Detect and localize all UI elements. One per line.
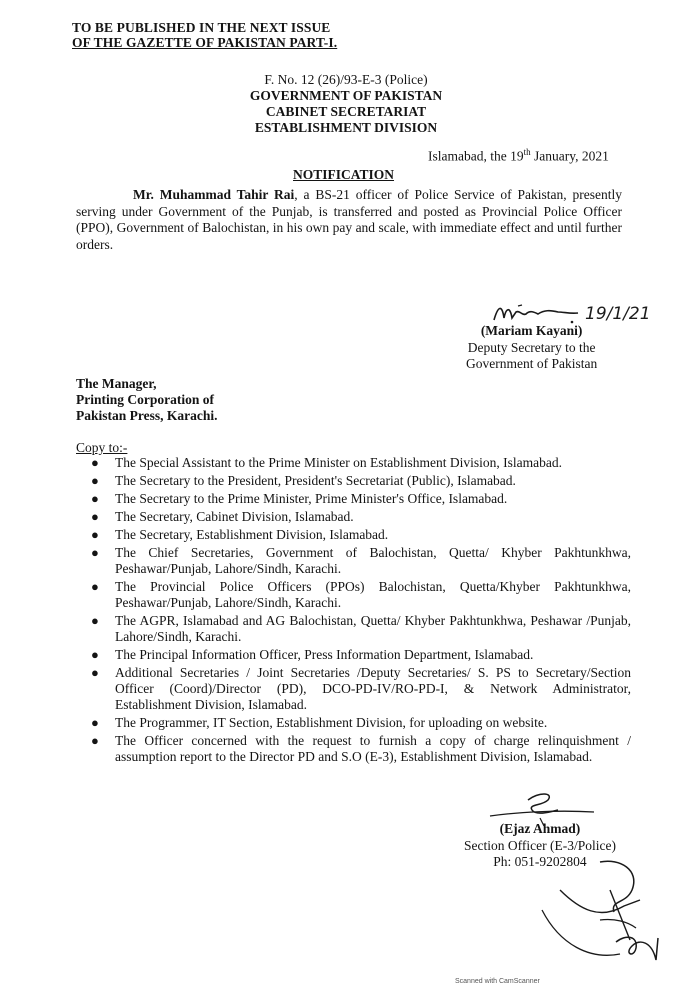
- section-officer-name: (Ejaz Ahmad): [499, 821, 581, 836]
- addressee-line-3: Pakistan Press, Karachi.: [76, 408, 218, 423]
- list-item: ● The Secretary, Establishment Division, Islamabad.: [91, 527, 389, 542]
- list-item: ● The Provincial Police Officers (PPOs) Balochistan, Quetta/Khyber Pakhtunkhwa, Peshawar/Punjab, Lahore/Sindh, Karachi.: [91, 579, 631, 610]
- letterhead-government: GOVERNMENT OF PAKISTAN: [249, 88, 443, 103]
- signature-handwritten-date: 19/1/21: [585, 304, 651, 324]
- handwritten-initials: [540, 850, 670, 975]
- section-officer-phone: Ph: 051-9202804: [493, 854, 587, 869]
- notification-body: [76, 187, 622, 253]
- section-officer-designation: Section Officer (E-3/Police): [464, 837, 616, 853]
- list-item: ● The AGPR, Islamabad and AG Balochistan, Quetta/ Khyber Pakhtunkhwa, Peshawar /Punjab, Lahore/Sindh, Karachi.: [91, 613, 631, 644]
- officer-name: Mr. Muhammad Tahir Rai: [133, 187, 295, 202]
- bullet-icon: ●: [91, 545, 99, 560]
- signatory-name: (Mariam Kayani): [480, 323, 583, 338]
- letterhead-cabinet: CABINET SECRETARIAT: [265, 104, 427, 119]
- bullet-icon: ●: [91, 473, 99, 488]
- list-item: ● Additional Secretaries / Joint Secretaries /Deputy Secretaries/ S. PS to Secretary/Section Officer (Coord)/Director (PD), DCO-PD-IV/RO-PD-I, & Network Administrator, Establishment Division, Islamabad.: [91, 665, 631, 712]
- bullet-icon: ●: [91, 733, 99, 748]
- list-item: ● The Programmer, IT Section, Establishment Division, for uploading on website.: [91, 715, 548, 730]
- addressee-line-2: Printing Corporation of: [76, 392, 214, 407]
- list-item: ● The Special Assistant to the Prime Minister on Establishment Division, Islamabad.: [91, 455, 562, 470]
- scanner-watermark: Scanned with CamScanner: [455, 978, 540, 985]
- list-item: ● The Secretary to the President, President's Secretariat (Public), Islamabad.: [91, 473, 516, 488]
- list-item: ● The Secretary to the Prime Minister, Prime Minister's Office, Islamabad.: [91, 491, 508, 506]
- gazette-line-1: TO BE PUBLISHED IN THE NEXT ISSUE: [72, 20, 331, 35]
- signatory-block: [466, 323, 597, 373]
- list-item: ● The Principal Information Officer, Press Information Department, Islamabad.: [91, 647, 534, 662]
- bullet-icon: ●: [91, 579, 99, 594]
- bullet-icon: ●: [91, 647, 99, 662]
- list-item: ● The Chief Secretaries, Government of Balochistan, Quetta/ Khyber Pakhtunkhwa, Peshawar/Punjab, Lahore/Sindh, Karachi.: [91, 545, 631, 576]
- bullet-icon: ●: [91, 613, 99, 628]
- addressee-line-1: The Manager,: [76, 376, 157, 391]
- letterhead: [246, 72, 446, 136]
- bullet-icon: ●: [91, 665, 99, 680]
- bullet-icon: ●: [91, 527, 99, 542]
- copy-to-list: [91, 455, 631, 767]
- signatory-designation-1: Deputy Secretary to the: [467, 339, 596, 355]
- list-item: ● The Secretary, Cabinet Division, Islamabad.: [91, 509, 354, 524]
- notification-title: NOTIFICATION: [293, 167, 395, 182]
- file-number: F. No. 12 (26)/93-E-3 (Police): [264, 72, 428, 87]
- signatory-designation-2: Government of Pakistan: [466, 356, 598, 371]
- addressee-block: [76, 376, 218, 424]
- list-item: ● The Officer concerned with the request to furnish a copy of charge relinquishment / assumption report to the Director PD and S.O (E-3), Establishment Division, Islamabad.: [91, 733, 631, 764]
- issue-date: Islamabad, the 19th January, 2021: [428, 147, 609, 164]
- gazette-line-2: OF THE GAZETTE OF PAKISTAN PART-I.: [72, 35, 338, 50]
- gazette-publication-note: [72, 20, 337, 50]
- copy-to-label: Copy to:-: [76, 440, 128, 455]
- bullet-icon: ●: [91, 455, 99, 470]
- bullet-icon: ●: [91, 715, 99, 730]
- letterhead-division: ESTABLISHMENT DIVISION: [254, 120, 438, 135]
- bullet-icon: ●: [91, 509, 99, 524]
- notification-body-text: , a BS-21 officer of Police Service of Pakistan, presently serving under Government of the Punjab, is transferred and posted as Provincial Police Officer (PPO), Government of Balochistan, in his own pay and scale, with immediate effect and until further orders.: [76, 187, 622, 252]
- bullet-icon: ●: [91, 491, 99, 506]
